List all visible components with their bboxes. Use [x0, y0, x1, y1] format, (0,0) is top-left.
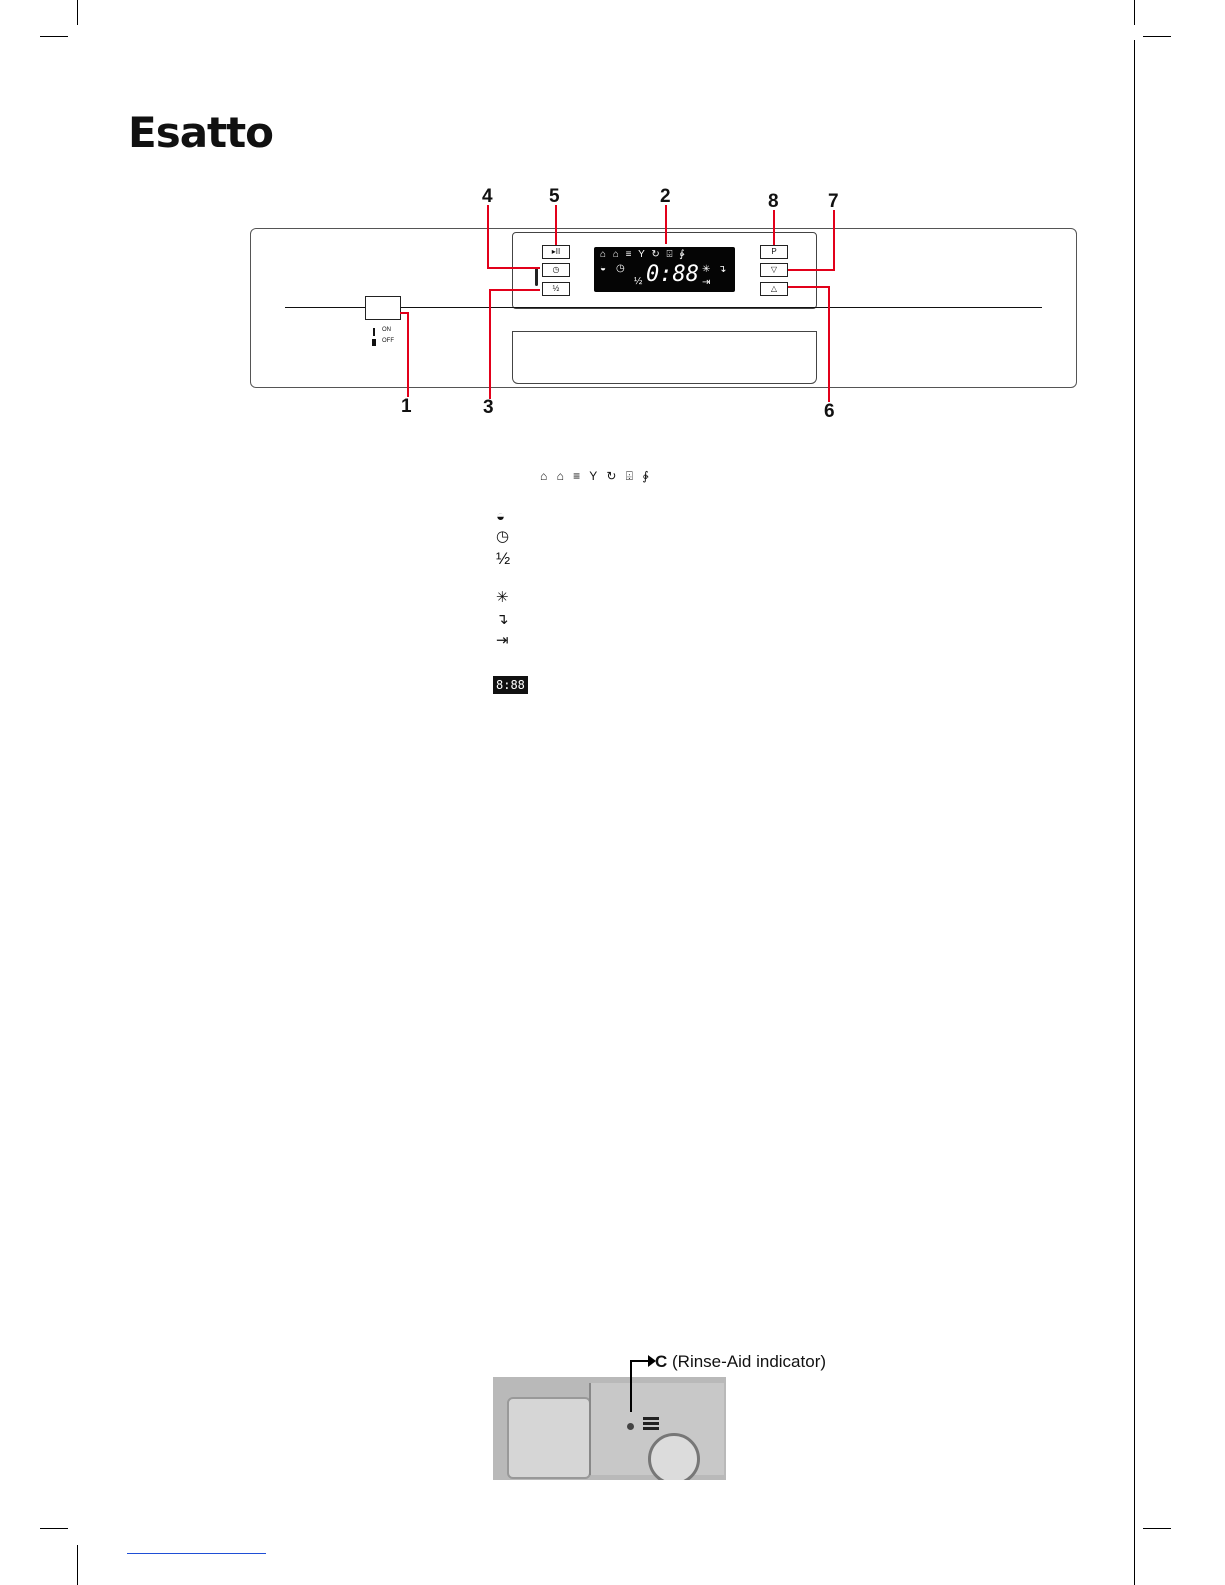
- program-button[interactable]: P: [760, 245, 788, 259]
- callout-1: 1: [401, 396, 412, 417]
- legend-half-load-icon: ½: [496, 549, 511, 568]
- display-digits: 0:88: [646, 262, 699, 287]
- callout-4: 4: [482, 186, 493, 207]
- display-delay-icon: ◷: [616, 263, 625, 274]
- display-program-icons: ⌂ ⌂ ≡ Υ ↻ ⌹ ∳: [600, 249, 687, 260]
- switch-on-label: ON: [382, 327, 391, 333]
- legend-program-icons: ⌂ ⌂ ≡ Υ ↻ ⌹ ∳: [540, 469, 652, 483]
- legend-end-icon: ⇥: [496, 632, 509, 649]
- display-half-icon: ½: [634, 276, 643, 287]
- callout-3: 3: [483, 397, 494, 418]
- rinse-aid-letter: C: [655, 1352, 668, 1371]
- switch-off-label: OFF: [382, 338, 394, 344]
- legend-rinse-aid-icon: ✳: [496, 589, 509, 606]
- rinse-aid-caption: [655, 1352, 826, 1372]
- down-button[interactable]: ▽: [760, 263, 788, 277]
- callout-6: 6: [824, 401, 835, 422]
- rinse-aid-label: (Rinse-Aid indicator): [672, 1352, 827, 1371]
- legend-water-icon: ↴: [496, 611, 509, 628]
- start-pause-button[interactable]: ▸II: [542, 245, 570, 259]
- callout-8: 8: [768, 191, 779, 212]
- display-salt-icon: ◒: [600, 263, 607, 274]
- up-button[interactable]: △: [760, 282, 788, 296]
- legend-salt-icon: ◒: [496, 508, 506, 525]
- callout-7: 7: [828, 191, 839, 212]
- display-end-icon: ⇥: [702, 277, 711, 288]
- display-water-icon: ↴: [718, 264, 727, 275]
- callout-2: 2: [660, 186, 671, 207]
- legend-delay-icon: ◷: [496, 528, 510, 545]
- callout-5: 5: [549, 186, 560, 207]
- brand-title: Esatto: [128, 108, 274, 157]
- delay-button[interactable]: ◷: [542, 263, 570, 277]
- half-load-button[interactable]: ½: [542, 282, 570, 296]
- legend-digits-icon: 8:88: [493, 676, 528, 694]
- display-rinse-icon: ✳: [702, 264, 711, 275]
